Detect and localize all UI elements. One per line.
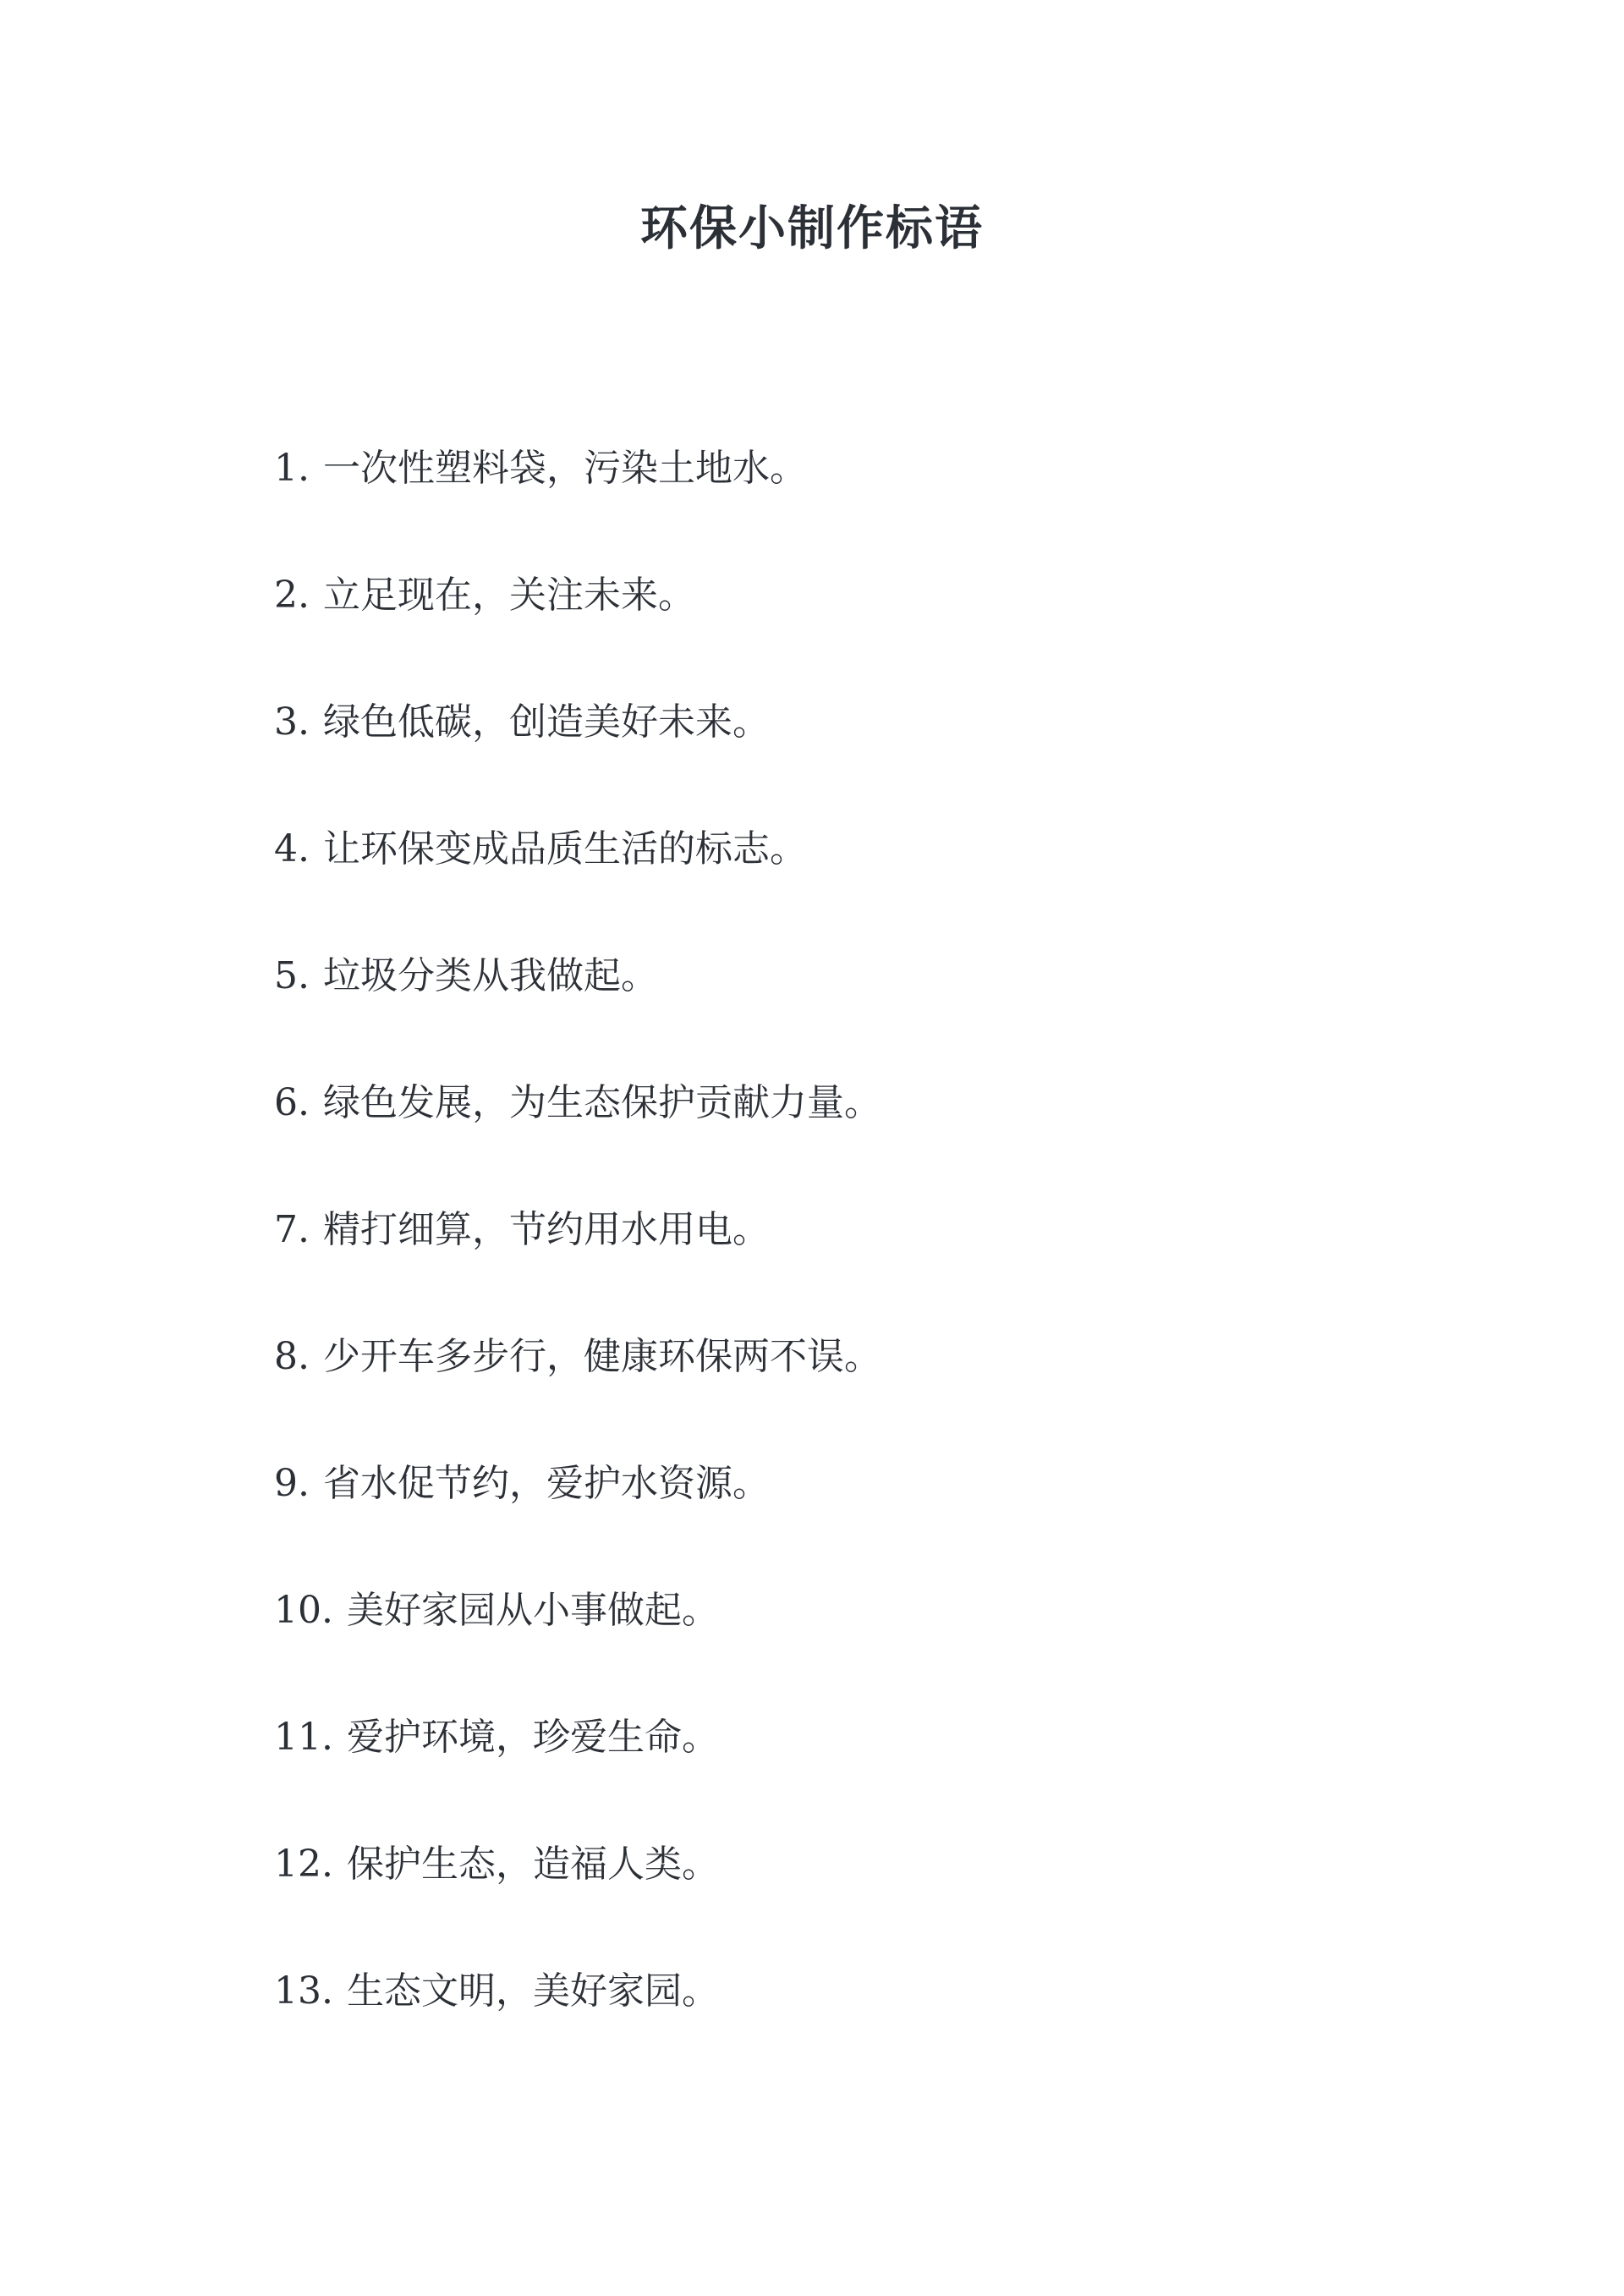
list-item-text: 让环保变成品质生活的标志。 xyxy=(322,827,807,871)
list-item-number: 12. xyxy=(274,1843,333,1886)
list-item-number: 2. xyxy=(274,574,310,617)
list-item-text: 精打细算，节约用水用电。 xyxy=(322,1208,770,1251)
list-item-number: 3. xyxy=(274,700,310,744)
list-item-number: 5. xyxy=(274,954,310,997)
list-item-text: 少开车多步行，健康环保两不误。 xyxy=(322,1335,881,1378)
list-item xyxy=(274,1327,881,1453)
list-item-number: 13. xyxy=(274,1969,333,2013)
list-item-text: 一次性塑料袋，污染土地水。 xyxy=(322,447,807,490)
list-item-number: 11. xyxy=(274,1716,333,1759)
list-item-text: 美好家园从小事做起。 xyxy=(346,1589,719,1632)
document-title: 环保小制作标语 xyxy=(640,200,984,256)
list-item-number: 7. xyxy=(274,1208,310,1251)
list-item xyxy=(274,1707,881,1834)
list-item xyxy=(274,1073,881,1200)
list-item-number: 6. xyxy=(274,1081,310,1124)
list-item-number: 10. xyxy=(274,1589,333,1632)
list-item-text: 垃圾分类从我做起。 xyxy=(322,954,658,997)
list-item xyxy=(274,1834,881,1961)
list-item xyxy=(274,819,881,946)
slogan-list xyxy=(274,438,881,2088)
list-item-text: 保护生态，造福人类。 xyxy=(346,1843,719,1886)
list-item xyxy=(274,1961,881,2088)
list-item xyxy=(274,565,881,692)
list-item-text: 绿色发展，为生态保护贡献力量。 xyxy=(322,1081,881,1124)
list-item-text: 立足现在，关注未来。 xyxy=(322,574,695,617)
list-item-number: 8. xyxy=(274,1335,310,1378)
list-item-text: 绿色低碳，创造美好未来。 xyxy=(322,700,770,744)
list-item-number: 4. xyxy=(274,827,310,871)
list-item-text: 省水促节约，爱护水资源。 xyxy=(322,1462,770,1505)
list-item xyxy=(274,946,881,1073)
list-item xyxy=(274,1580,881,1707)
list-item xyxy=(274,438,881,565)
list-item-number: 9. xyxy=(274,1462,310,1505)
list-item xyxy=(274,1453,881,1580)
list-item xyxy=(274,692,881,819)
list-item-text: 生态文明，美好家园。 xyxy=(346,1969,719,2013)
list-item-text: 爱护环境，珍爱生命。 xyxy=(346,1716,719,1759)
list-item xyxy=(274,1200,881,1327)
list-item-number: 1. xyxy=(274,447,310,490)
